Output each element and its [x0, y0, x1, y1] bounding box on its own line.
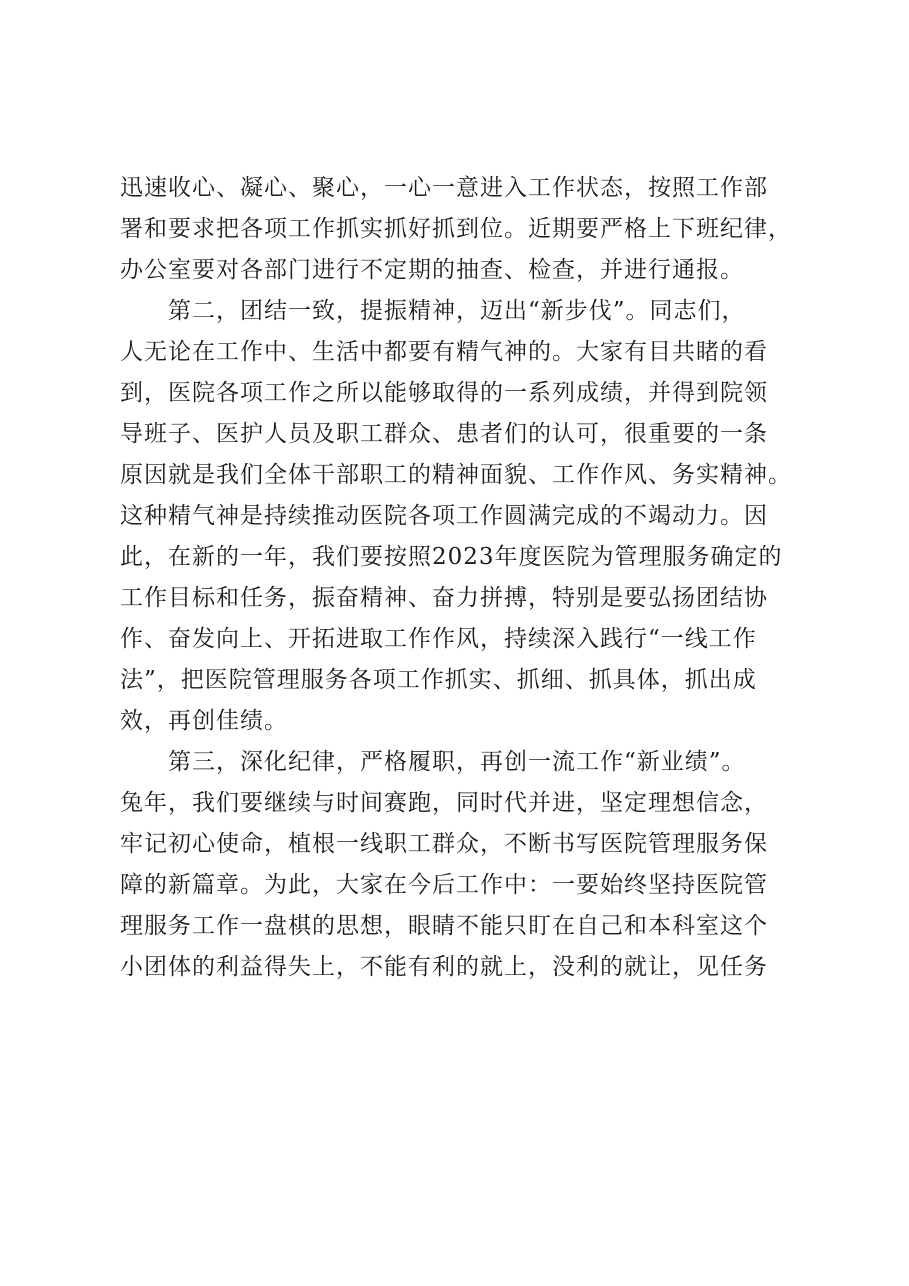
text-line: 人无论在工作中、生活中都要有精气神的。大家有目共睹的看	[120, 339, 768, 365]
text-line: 小团体的利益得失上，不能有利的就上，没利的就让，见任务	[120, 954, 768, 980]
text-line: 兔年，我们要继续与时间赛跑，同时代并进，坚定理想信念，	[120, 790, 768, 816]
text-line: 此，在新的一年，我们要按照2023年度医院为管理服务确定的	[120, 544, 783, 570]
text-line: 原因就是我们全体干部职工的精神面貌、工作作风、务实精神。	[120, 462, 792, 488]
paragraph-heading-line: 第二，团结一致，提振精神，迈出“新步伐”。同志们，	[168, 298, 746, 324]
text-line: 效，再创佳绩。	[120, 708, 288, 734]
text-line: 工作目标和任务，振奋精神、奋力拼搏，特别是要弘扬团结协	[120, 585, 768, 611]
text-line: 到，医院各项工作之所以能够取得的一系列成绩，并得到院领	[120, 380, 768, 406]
text-line: 牢记初心使命，植根一线职工群众，不断书写医院管理服务保	[120, 831, 768, 857]
text-line: 办公室要对各部门进行不定期的抽查、检查，并进行通报。	[120, 257, 744, 283]
document-body	[120, 168, 810, 988]
text-line: 法”，把医院管理服务各项工作抓实、抓细、抓具体，抓出成	[120, 667, 757, 693]
text-line: 作、奋发向上、开拓进取工作作风，持续深入践行“一线工作	[120, 626, 757, 652]
text-line: 迅速收心、凝心、聚心，一心一意进入工作状态，按照工作部	[120, 175, 768, 201]
paragraph-heading-line: 第三，深化纪律，严格履职，再创一流工作“新业绩”。	[168, 749, 746, 775]
text-line: 导班子、医护人员及职工群众、患者们的认可，很重要的一条	[120, 421, 768, 447]
text-line: 理服务工作一盘棋的思想，眼睛不能只盯在自己和本科室这个	[120, 913, 768, 939]
text-line: 署和要求把各项工作抓实抓好抓到位。近期要严格上下班纪律，	[120, 216, 792, 242]
text-line: 障的新篇章。为此，大家在今后工作中：一要始终坚持医院管	[120, 872, 768, 898]
text-line: 这种精气神是持续推动医院各项工作圆满完成的不竭动力。因	[120, 503, 768, 529]
